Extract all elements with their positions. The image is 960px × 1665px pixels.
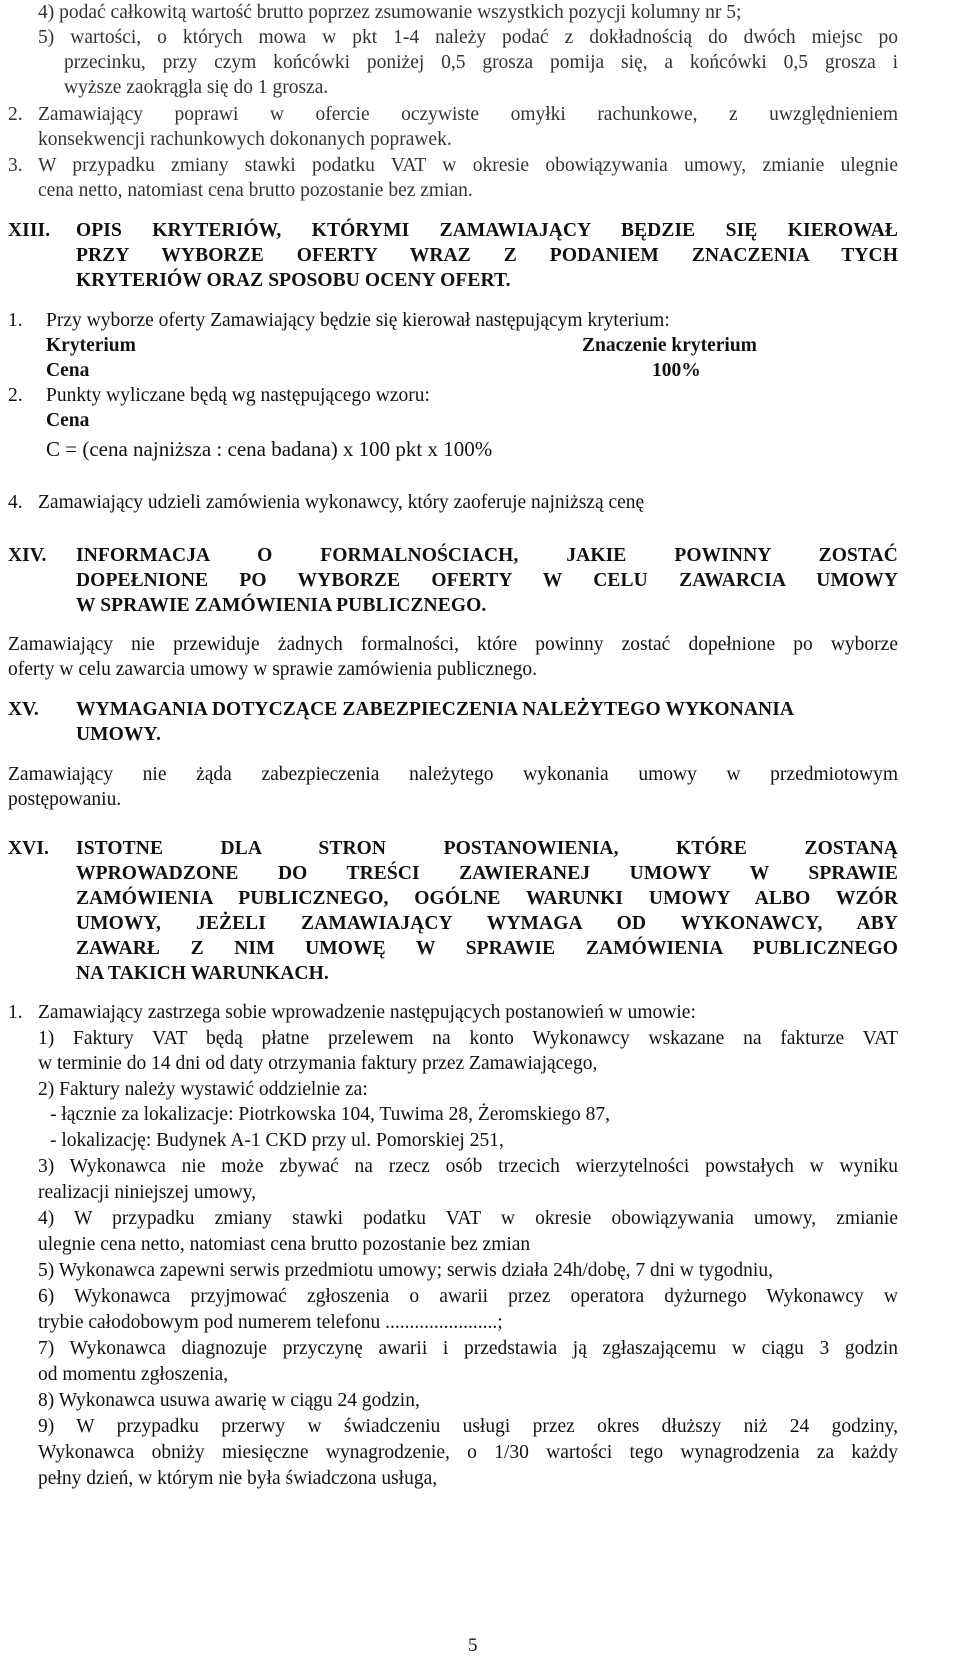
section-xvi-title-line-6: NA TAKICH WARUNKACH. (76, 963, 329, 984)
provision-3-line-2: realizacji niniejszej umowy, (38, 1182, 257, 1203)
section-xvi-title-line-5: ZAWARŁ Z NIM UMOWĘ W SPRAWIE ZAMÓWIENIA PUBLICZNEGO (76, 938, 898, 959)
section-xv-paragraph-line-1: Zamawiający nie żąda zabezpieczenia należytego wykonania umowy w przedmiotowym (8, 764, 898, 785)
point-2-line-1: Zamawiający poprawi w ofercie oczywiste omyłki rachunkowe, z uwzględnieniem (38, 104, 898, 125)
section-xiv-title-line-3: W SPRAWIE ZAMÓWIENIA PUBLICZNEGO. (76, 595, 487, 616)
section-number: XIII. (8, 220, 51, 241)
item-number: 1. (8, 1002, 23, 1023)
provisions-intro: Zamawiający zastrzega sobie wprowadzenie następujących postanowień w umowie: (38, 1002, 696, 1023)
provision-4-line-2: ulegnie cena netto, natomiast cena brutto pozostanie bez zmian (38, 1234, 531, 1255)
provision-9-line-1: 9) W przypadku przerwy w świadczeniu usługi przez okres dłuższy niż 24 godziny, (38, 1416, 898, 1437)
criteria-intro: Przy wyborze oferty Zamawiający będzie się kierował następującym kryterium: (46, 310, 670, 331)
provision-1-line-1: 1) Faktury VAT będą płatne przelewem na konto Wykonawcy wskazane na fakturze VAT (38, 1028, 898, 1049)
criteria-weight: 100% (652, 360, 701, 381)
section-number: XVI. (8, 838, 50, 859)
section-xiii-title-line-1: OPIS KRYTERIÓW, KTÓRYMI ZAMAWIAJĄCY BĘDZIE SIĘ KIEROWAŁ (76, 220, 898, 241)
provision-2-subitem: - łącznie za lokalizacje: Piotrkowska 104, Tuwima 28, Żeromskiego 87, (50, 1104, 610, 1125)
section-xiii-title-line-2: PRZY WYBORZE OFERTY WRAZ Z PODANIEM ZNACZENIA TYCH (76, 245, 898, 266)
provision-2: 2) Faktury należy wystawić oddzielnie za: (38, 1079, 368, 1100)
criteria-column-header: Kryterium (46, 335, 136, 356)
provision-2-subitem: - lokalizację: Budynek A-1 CKD przy ul. Pomorskiej 251, (50, 1130, 504, 1151)
point-3-line-2: cena netto, natomiast cena brutto pozostanie bez zmian. (38, 180, 473, 201)
provision-8: 8) Wykonawca usuwa awarię w ciągu 24 godzin, (38, 1390, 420, 1411)
point-3-line-1: W przypadku zmiany stawki podatku VAT w okresie obowiązywania umowy, zmianie ulegnie (38, 155, 898, 176)
formula-title: Cena (46, 410, 90, 431)
section-xvi-title-line-3: ZAMÓWIENIA PUBLICZNEGO, OGÓLNE WARUNKI UMOWY ALBO WZÓR (76, 888, 898, 909)
list-item-5-line-3: wyższe zaokrągla się do 1 grosza. (64, 77, 329, 98)
provision-6-line-1: 6) Wykonawca przyjmować zgłoszenia o awarii przez operatora dyżurnego Wykonawcy w (38, 1286, 898, 1307)
section-xiv-title-line-2: DOPEŁNIONE PO WYBORZE OFERTY W CELU ZAWARCIA UMOWY (76, 570, 898, 591)
provision-4-line-1: 4) W przypadku zmiany stawki podatku VAT w okresie obowiązywania umowy, zmianie (38, 1208, 898, 1229)
point-number: 2. (8, 104, 23, 125)
provision-7-line-1: 7) Wykonawca diagnozuje przyczynę awarii i przedstawia ją zgłaszającemu w ciągu 3 godzin (38, 1338, 898, 1359)
provision-5: 5) Wykonawca zapewni serwis przedmiotu umowy; serwis działa 24h/dobę, 7 dni w tygodniu, (38, 1260, 773, 1281)
point-2-line-2: konsekwencji rachunkowych dokonanych poprawek. (38, 129, 452, 150)
provision-6-line-2: trybie całodobowym pod numerem telefonu .......................; (38, 1312, 503, 1333)
list-item-5-line-1: 5) wartości, o których mowa w pkt 1-4 należy podać z dokładnością do dwóch miejsc po (38, 27, 898, 48)
section-xv-title-line-1: WYMAGANIA DOTYCZĄCE ZABEZPIECZENIA NALEŻYTEGO WYKONANIA (76, 699, 795, 720)
section-xvi-title-line-2: WPROWADZONE DO TREŚCI ZAWIERANEJ UMOWY W SPRAWIE (76, 863, 898, 884)
provision-7-line-2: od momentu zgłoszenia, (38, 1364, 229, 1385)
section-xiv-title-line-1: INFORMACJA O FORMALNOŚCIACH, JAKIE POWINNY ZOSTAĆ (76, 545, 898, 566)
section-xiii-title-line-3: KRYTERIÓW ORAZ SPOSOBU OCENY OFERT. (76, 270, 511, 291)
section-xv-paragraph-line-2: postępowaniu. (8, 789, 122, 810)
list-item-4: 4) podać całkowitą wartość brutto poprzez zsumowanie wszystkich pozycji kolumny nr 5; (38, 2, 742, 23)
section-xiv-paragraph-line-2: oferty w celu zawarcia umowy w sprawie zamówienia publicznego. (8, 659, 537, 680)
section-number: XIV. (8, 545, 47, 566)
weight-column-header: Znaczenie kryterium (582, 335, 757, 356)
provision-3-line-1: 3) Wykonawca nie może zbywać na rzecz osób trzecich wierzytelności powstałych w wyniku (38, 1156, 898, 1177)
item-number: 1. (8, 310, 23, 331)
section-xiv-paragraph-line-1: Zamawiający nie przewiduje żadnych formalności, które powinny zostać dopełnione po wyborze (8, 634, 898, 655)
page-number: 5 (468, 1635, 478, 1656)
provision-9-line-3: pełny dzień, w którym nie była świadczona usługa, (38, 1468, 438, 1489)
list-item-5-line-2: przecinku, przy czym końcówki poniżej 0,5 grosza pomija się, a końcówki 0,5 grosza i (64, 52, 898, 73)
item-number: 2. (8, 385, 23, 406)
item-number: 4. (8, 492, 23, 513)
section-number: XV. (8, 699, 39, 720)
formula-intro: Punkty wyliczane będą wg następującego wzoru: (46, 385, 430, 406)
provision-9-line-2: Wykonawca obniży miesięczne wynagrodzenie, o 1/30 wartości tego wynagrodzenia za każdy (38, 1442, 898, 1463)
section-xvi-title-line-4: UMOWY, JEŻELI ZAMAWIAJĄCY WYMAGA OD WYKONAWCY, ABY (76, 913, 898, 934)
section-xv-title-line-2: UMOWY. (76, 724, 161, 745)
formula: C = (cena najniższa : cena badana) x 100 pkt x 100% (46, 437, 493, 461)
criteria-name: Cena (46, 360, 90, 381)
section-xvi-title-line-1: ISTOTNE DLA STRON POSTANOWIENIA, KTÓRE ZOSTANĄ (76, 838, 898, 859)
award-statement: Zamawiający udzieli zamówienia wykonawcy, który zaoferuje najniższą cenę (38, 492, 645, 513)
point-number: 3. (8, 155, 23, 176)
provision-1-line-2: w terminie do 14 dni od daty otrzymania faktury przez Zamawiającego, (38, 1053, 598, 1074)
